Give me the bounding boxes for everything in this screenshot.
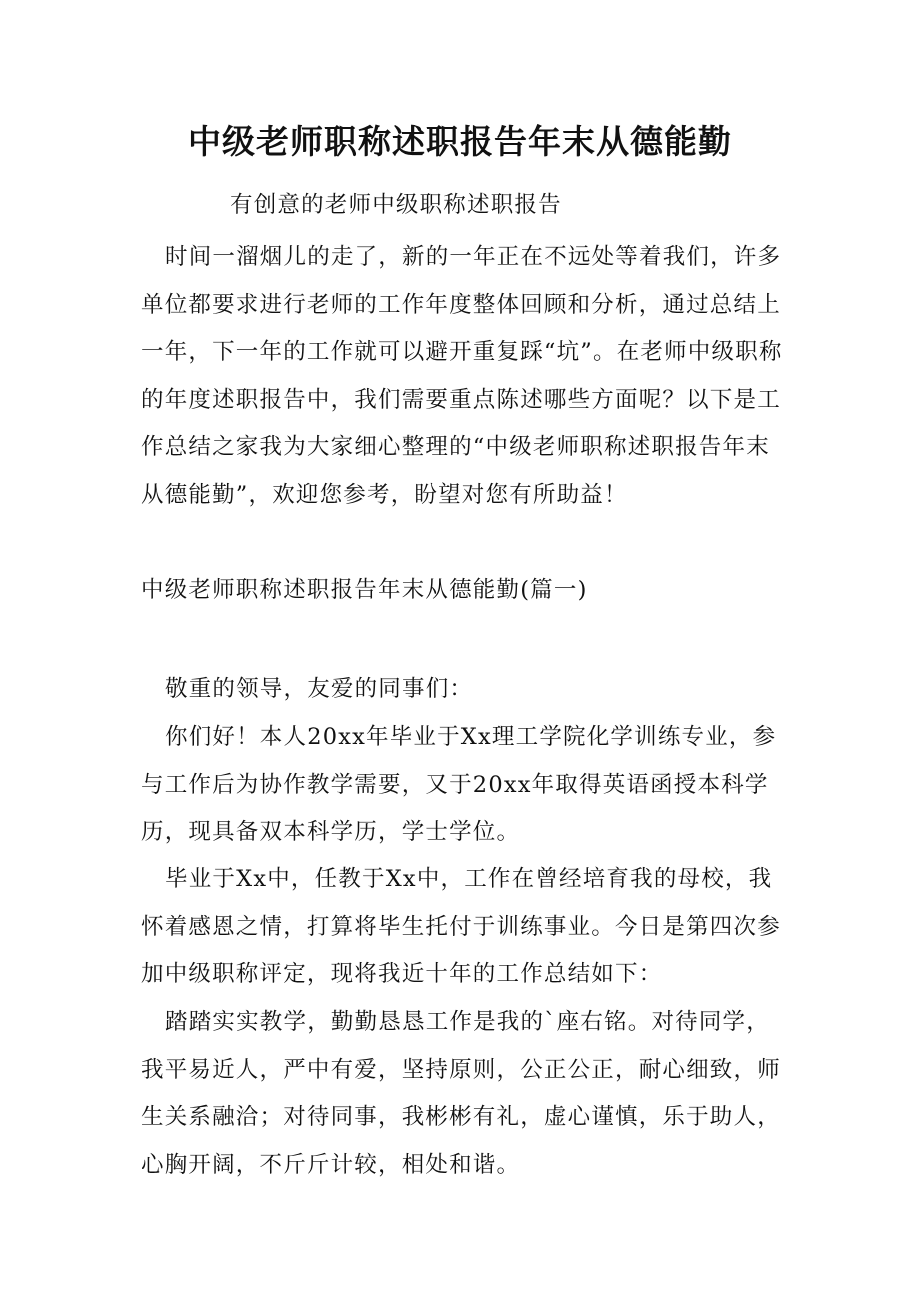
body-paragraph: 毕业于Xx中，任教于Xx中，工作在曾经培育我的母校，我怀着感恩之情，打算将毕生托付于训练事业。今日是第四次参加中级职称评定，现将我近十年的工作总结如下： [141,866,781,987]
body-paragraph: 你们好！本人20xx年毕业于Xx理工学院化学训练专业，参与工作后为协作教学需要，又于20xx年取得英语函授本科学历，现具备双本科学历，学士学位。 [141,724,777,845]
intro-paragraph: 时间一溜烟儿的走了，新的一年正在不远处等着我们，许多单位都要求进行老师的工作年度整体回顾和分析，通过总结上一年，下一年的工作就可以避开重复踩“坑”。在老师中级职称的年度述职报告中，我们需要重点陈述哪些方面呢？以下是工作总结之家我为大家细心整理的“中级老师职称述职报告年末从德能勤”，欢迎您参考，盼望对您有所助益！ [141,244,783,508]
document-subtitle: 有创意的老师中级职称述职报告 [230,192,562,218]
body-paragraph: 踏踏实实教学，勤勤恳恳工作是我的`座右铭。对待同学，我平易近人，严中有爱，坚持原则，公正公正，耐心细致，师生关系融洽；对待同事，我彬彬有礼，虚心谨慎，乐于助人，心胸开阔，不斤斤计较，相处和谐。 [141,1009,781,1178]
document-title: 中级老师职称述职报告年末从德能勤 [188,122,732,161]
greeting-line: 敬重的领导，友爱的同事们： [165,676,474,702]
section-heading: 中级老师职称述职报告年末从德能勤(篇一) [141,577,588,603]
